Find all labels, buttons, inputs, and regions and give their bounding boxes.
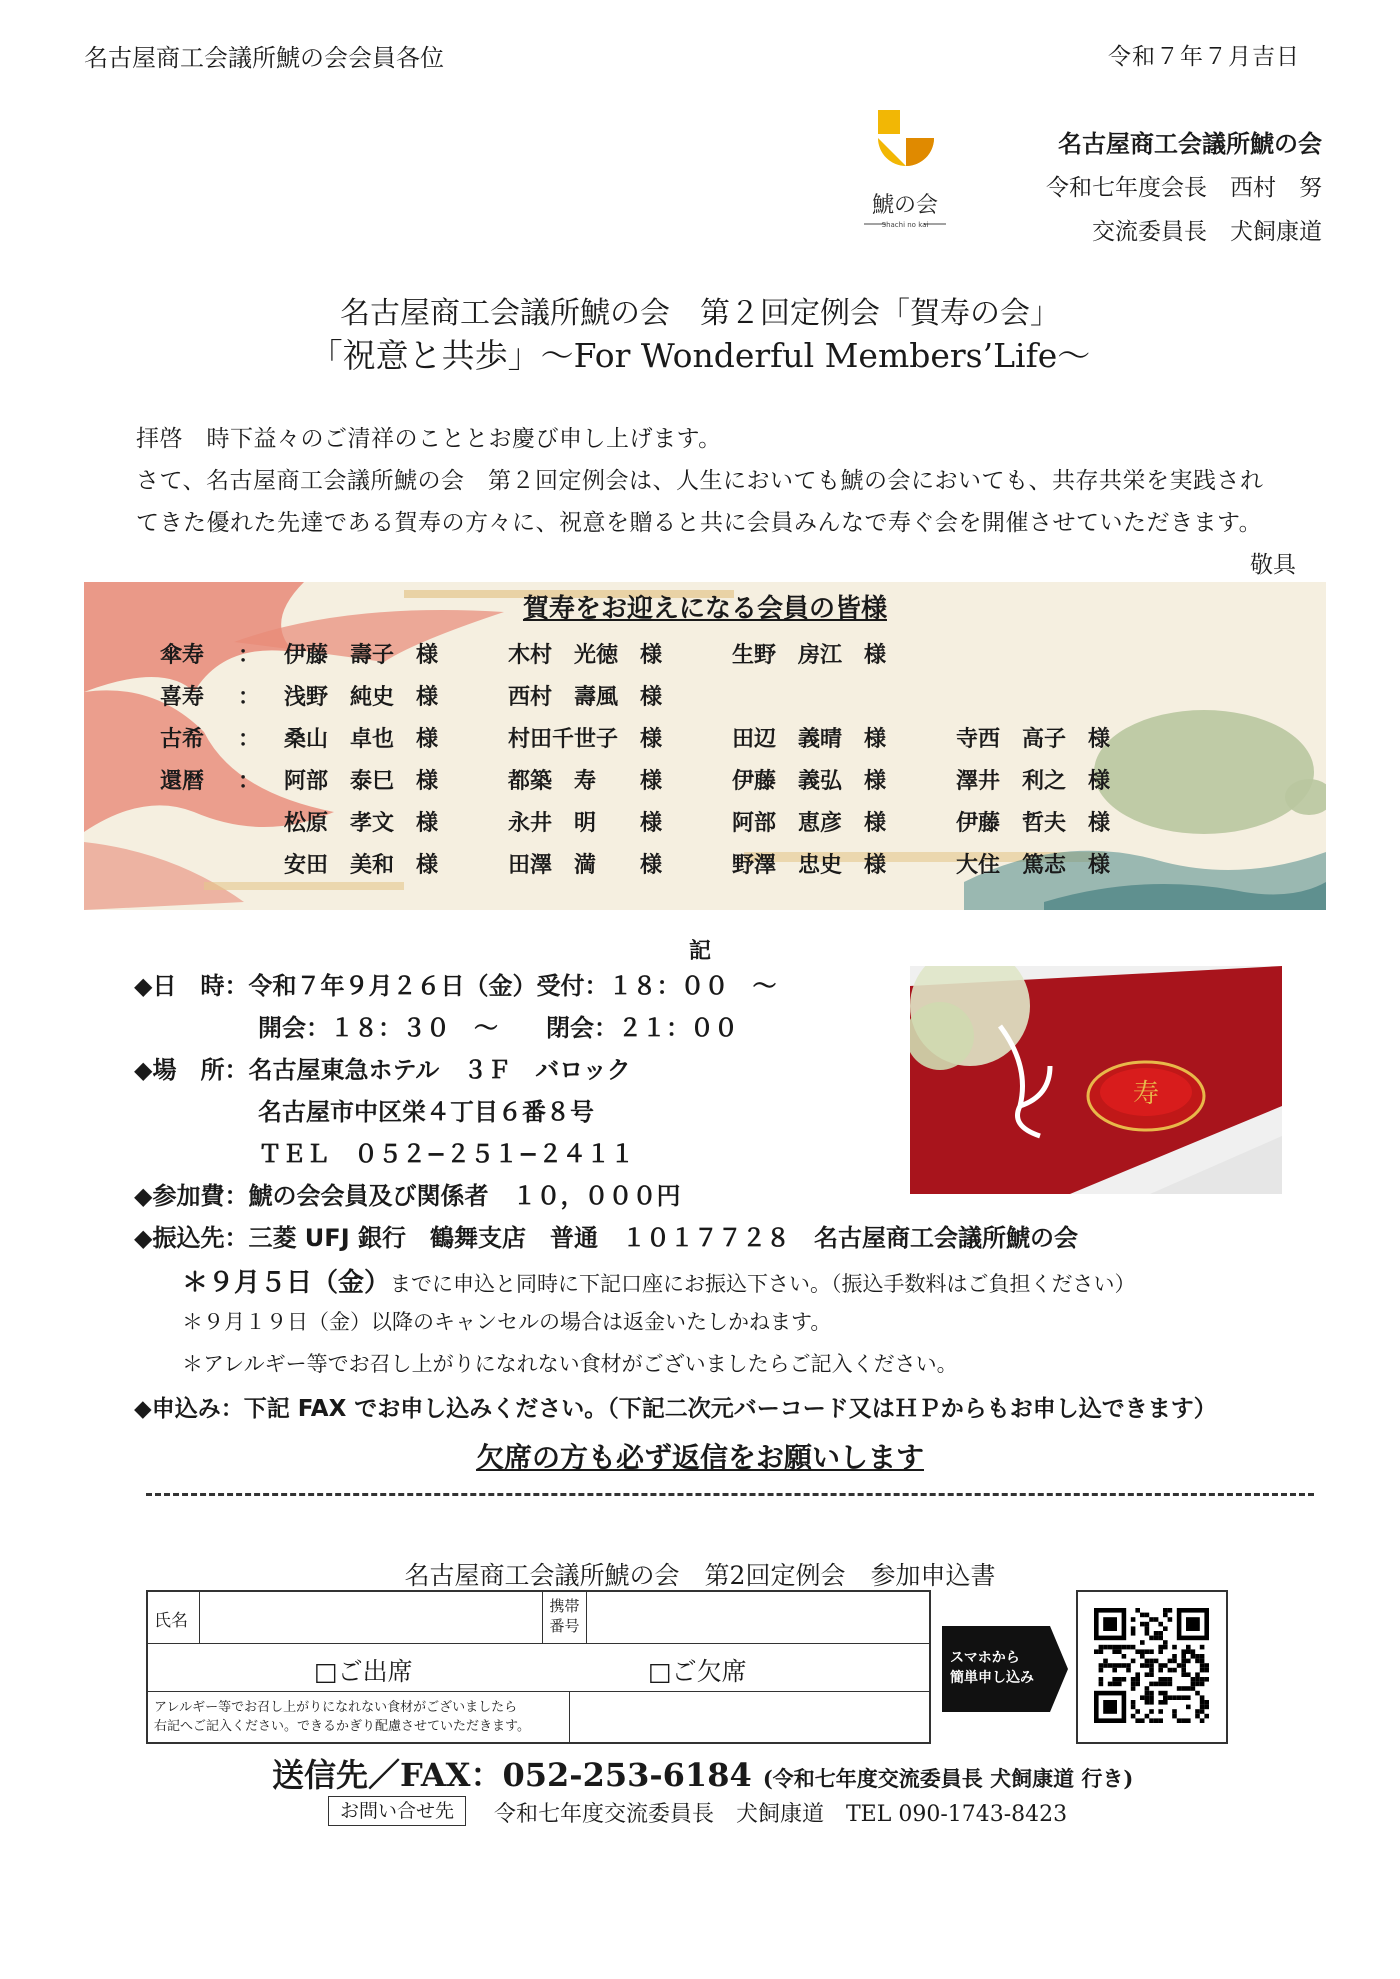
allergy-label-1: アレルギー等でお召し上がりになれない食材がございましたら [154, 1700, 518, 1715]
allergy-field[interactable] [570, 1692, 929, 1742]
honoree-heading: 賀寿をお迎えになる会員の皆様 [522, 594, 887, 624]
honoree-name: 都築 寿 様 [508, 768, 663, 794]
qr-code-icon [1078, 1592, 1226, 1742]
venue-address: 名古屋市中区栄４丁目６番８号 [258, 1098, 594, 1126]
fax-number: 送信先／FAX：052-253-6184 [272, 1756, 752, 1794]
name-field[interactable] [200, 1592, 543, 1644]
honoree-row [84, 722, 1326, 762]
phone-label [543, 1592, 587, 1644]
absent-checkbox[interactable]: □ご欠席 [648, 1657, 747, 1686]
cancel-note: ＊９月１９日（金）以降のキャンセルの場合は返金いたしかねます。 [182, 1310, 832, 1334]
phone-label-1: 携帯 [549, 1597, 580, 1615]
honoree-colon: ： [238, 684, 261, 710]
logo-mark-icon [850, 104, 960, 234]
deadline-text: までに申込と同時に下記口座にお振込下さい。（振込手数料はご負担ください） [390, 1272, 1136, 1296]
honoree-panel [84, 582, 1326, 910]
intro-body-2: てきた優れた先達である賀寿の方々に、祝意を贈ると共に会員みんなで寿ぐ会を開催させていただきます。 [136, 510, 1263, 536]
honoree-row [84, 806, 1326, 846]
logo-subtext: Shachi no kai [881, 221, 929, 229]
honoree-row [84, 848, 1326, 888]
fax-recipient-note: (令和七年度交流委員長 犬飼康道 行き) [762, 1766, 1134, 1791]
allergy-label [148, 1692, 570, 1742]
fee-line: ◆参加費：鯱の会会員及び関係者 １０，０００円 [134, 1182, 681, 1210]
closing-word: 敬具 [1250, 552, 1296, 578]
honoree-row [84, 764, 1326, 804]
fax-destination [272, 1750, 1133, 1796]
honoree-name: 阿部 泰巳 様 [284, 768, 439, 794]
datetime-line: ◆日 時：令和７年９月２６日（金）受付：１８：００ 〜 [134, 972, 777, 1000]
arrow-right-icon [942, 1626, 1068, 1712]
honoree-category: 傘寿 [160, 642, 205, 668]
phone-label-2: 番号 [549, 1617, 580, 1635]
attendance-row [148, 1644, 929, 1692]
venue-phone: ＴＥＬ ０５２−２５１−２４１１ [258, 1140, 635, 1168]
allergy-label-2: 右記へご記入ください。できるかぎり配慮させていただきます。 [154, 1719, 530, 1734]
honoree-name: 大住 篤志 様 [956, 852, 1111, 878]
committee-chair-name: 交流委員長 犬飼康道 [1092, 219, 1322, 245]
honoree-name: 浅野 純史 様 [284, 684, 439, 710]
org-name: 名古屋商工会議所鯱の会 [1058, 130, 1322, 158]
recipient-line: 名古屋商工会議所鯱の会会員各位 [84, 44, 444, 72]
absent-reply-note: 欠席の方も必ず返信をお願いします [475, 1441, 924, 1474]
honoree-name: 村田千世子 様 [508, 726, 663, 752]
honoree-name: 松原 孝文 様 [284, 810, 439, 836]
arrow-label-2: 簡単申し込み [950, 1670, 1034, 1686]
honoree-name: 田澤 満 様 [508, 852, 663, 878]
honoree-name: 田辺 義晴 様 [732, 726, 887, 752]
deadline-note [182, 1262, 1136, 1299]
honoree-category: 喜寿 [160, 684, 205, 710]
honoree-name: 木村 光徳 様 [508, 642, 663, 668]
issue-date: 令和７年７月吉日 [1108, 44, 1300, 70]
president-name: 令和七年度会長 西村 努 [1046, 175, 1322, 201]
cut-line [146, 1493, 1314, 1496]
sake-cup-image [910, 966, 1282, 1194]
honoree-colon: ： [238, 642, 261, 668]
intro-greeting: 拝啓 時下益々のご清祥のこととお慶び申し上げます。 [136, 426, 722, 452]
honoree-category: 還暦 [160, 768, 205, 794]
phone-field[interactable] [587, 1592, 929, 1644]
honoree-name: 伊藤 壽子 様 [284, 642, 439, 668]
honoree-name: 寺西 高子 様 [956, 726, 1111, 752]
honoree-name: 澤井 利之 様 [956, 768, 1111, 794]
logo-text: 鯱の会 [871, 193, 939, 218]
honoree-name: 永井 明 様 [508, 810, 663, 836]
allergy-note: ＊アレルギー等でお召し上がりになれない食材がございましたらご記入ください。 [182, 1352, 958, 1376]
venue-line: ◆場 所：名古屋東急ホテル ３Ｆ バロック [134, 1056, 631, 1084]
honoree-name: 生野 房江 様 [732, 642, 887, 668]
honoree-name: 桑山 卓也 様 [284, 726, 439, 752]
honoree-colon: ： [238, 768, 261, 794]
honoree-name: 西村 壽風 様 [508, 684, 663, 710]
sake-cup-photo [910, 966, 1282, 1194]
kotobuki-glyph: 寿 [1132, 1079, 1160, 1109]
honoree-name: 伊藤 義弘 様 [732, 768, 887, 794]
qr-code[interactable] [1076, 1590, 1228, 1744]
application-form [146, 1590, 931, 1744]
honoree-row [84, 680, 1326, 720]
bank-line: ◆振込先：三菱 UFJ 銀行 鶴舞支店 普通 １０１７７２８ 名古屋商工会議所鯱の会 [134, 1224, 1078, 1252]
honoree-category: 古希 [160, 726, 205, 752]
honoree-name: 阿部 恵彦 様 [732, 810, 887, 836]
honoree-name: 野澤 忠史 様 [732, 852, 887, 878]
event-subtitle: 「祝意と共歩」〜For Wonderful Members’Life〜 [309, 336, 1091, 375]
honoree-colon: ： [238, 726, 261, 752]
form-title: 名古屋商工会議所鯱の会 第2回定例会 参加申込書 [404, 1561, 996, 1590]
ki-marker: 記 [688, 938, 711, 964]
deadline-date: ＊９月５日（金） [182, 1268, 391, 1298]
inquiry-label: お問い合せ先 [328, 1796, 466, 1826]
name-label: 氏名 [148, 1592, 200, 1644]
honoree-name: 安田 美和 様 [284, 852, 439, 878]
inquiry-contact: 令和七年度交流委員長 犬飼康道 TEL 090-1743-8423 [494, 1802, 1068, 1827]
event-title: 名古屋商工会議所鯱の会 第２回定例会「賀寿の会」 [340, 296, 1060, 331]
arrow-label-1: スマホから [950, 1650, 1020, 1666]
attend-checkbox[interactable]: □ご出席 [314, 1657, 413, 1686]
organizer-block [1046, 122, 1322, 254]
apply-line: ◆申込み：下記 FAX でお申し込みください。（下記二次元バーコード又はＨＰからもお申し込できます） [134, 1396, 1217, 1422]
intro-body-1: さて、名古屋商工会議所鯱の会 第２回定例会は、人生においても鯱の会においても、共存共栄を実践され [136, 468, 1264, 494]
honoree-row [84, 638, 1326, 678]
smartphone-apply-arrow[interactable] [942, 1626, 1068, 1712]
honoree-name: 伊藤 哲夫 様 [956, 810, 1111, 836]
datetime-open-close: 開会：１８：３０ 〜 閉会：２１：００ [258, 1014, 738, 1042]
shachi-logo [850, 104, 960, 234]
